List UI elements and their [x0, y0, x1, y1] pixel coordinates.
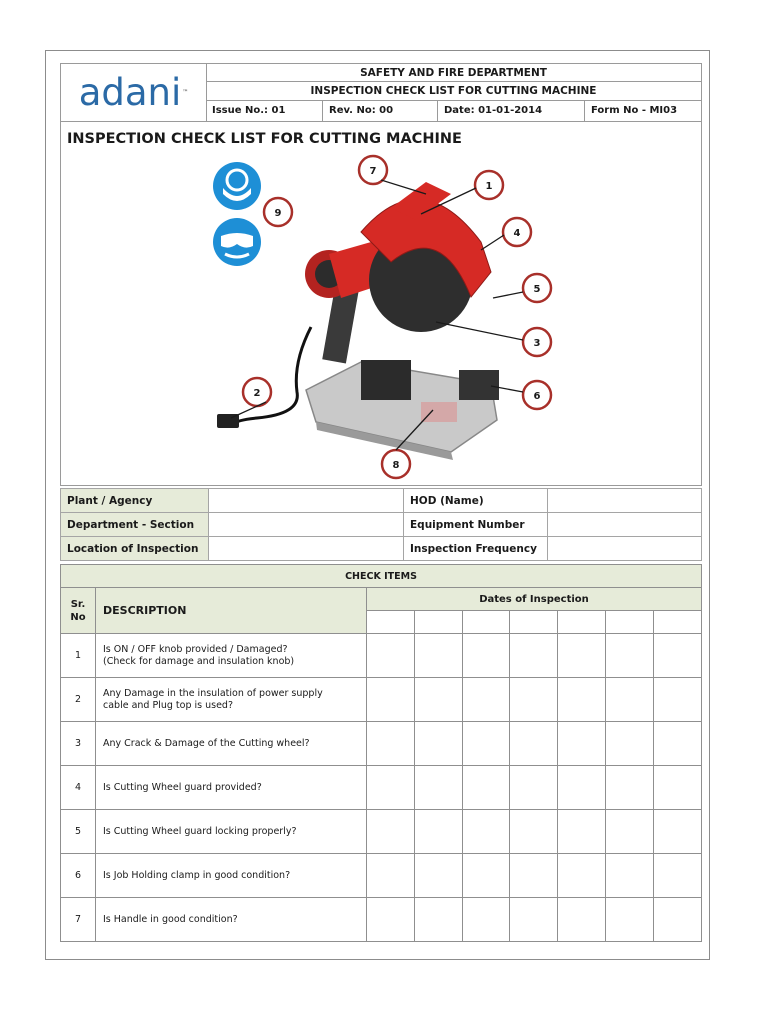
item-description: Is Handle in good condition?: [96, 898, 367, 942]
check-cell[interactable]: [653, 634, 701, 678]
check-cell[interactable]: [367, 898, 415, 942]
callout-2: 2: [253, 388, 261, 399]
date-column-header[interactable]: [606, 611, 654, 634]
callout-8: 8: [392, 460, 400, 471]
check-cell[interactable]: [510, 678, 558, 722]
callout-5: 5: [533, 284, 541, 295]
check-cell[interactable]: [606, 634, 654, 678]
item-description: Any Crack & Damage of the Cutting wheel?: [96, 722, 367, 766]
item-description: Is Cutting Wheel guard locking properly?: [96, 810, 367, 854]
revision-number: Rev. No: 00: [323, 101, 438, 121]
callout-7: 7: [369, 166, 377, 177]
check-cell[interactable]: [653, 678, 701, 722]
check-items-table: [60, 564, 702, 942]
issue-date: Date: 01-01-2014: [438, 101, 585, 121]
dates-of-inspection-header: Dates of Inspection: [367, 588, 702, 611]
check-cell[interactable]: [414, 810, 462, 854]
check-cell[interactable]: [558, 722, 606, 766]
department-section-label: Department - Section: [61, 513, 209, 537]
callout-3: 3: [533, 338, 541, 349]
check-cell[interactable]: [462, 678, 510, 722]
inspection-info-table: [60, 488, 702, 561]
check-cell[interactable]: [606, 898, 654, 942]
item-number: 4: [61, 766, 96, 810]
table-row: [61, 634, 702, 678]
item-number: 1: [61, 634, 96, 678]
inspection-location-field[interactable]: [209, 537, 404, 561]
logo-trademark: ™: [182, 89, 189, 96]
check-cell[interactable]: [510, 634, 558, 678]
adani-logo: [61, 64, 207, 121]
plant-agency-field[interactable]: [209, 489, 404, 513]
check-cell[interactable]: [414, 766, 462, 810]
item-number: 7: [61, 898, 96, 942]
check-cell[interactable]: [606, 854, 654, 898]
item-description: [96, 634, 367, 678]
item-description-line: (Check for damage and insulation knob): [103, 655, 295, 667]
item-description-line: cable and Plug top is used?: [103, 699, 233, 711]
item-number: 5: [61, 810, 96, 854]
check-items-title: CHECK ITEMS: [61, 565, 702, 588]
check-cell[interactable]: [606, 722, 654, 766]
check-cell[interactable]: [558, 810, 606, 854]
check-cell[interactable]: [606, 810, 654, 854]
date-column-header[interactable]: [558, 611, 606, 634]
date-column-header[interactable]: [510, 611, 558, 634]
date-column-header[interactable]: [367, 611, 415, 634]
department-name: SAFETY AND FIRE DEPARTMENT: [206, 64, 701, 82]
table-row: [61, 678, 702, 722]
equipment-number-field[interactable]: [548, 513, 702, 537]
check-cell[interactable]: [414, 854, 462, 898]
check-cell[interactable]: [558, 766, 606, 810]
check-cell[interactable]: [367, 766, 415, 810]
check-cell[interactable]: [558, 898, 606, 942]
date-column-header[interactable]: [653, 611, 701, 634]
check-cell[interactable]: [558, 854, 606, 898]
check-cell[interactable]: [510, 854, 558, 898]
check-cell[interactable]: [653, 722, 701, 766]
check-cell[interactable]: [653, 766, 701, 810]
cutting-machine-diagram: [61, 122, 701, 484]
form-meta-row: [206, 101, 701, 121]
safety-goggles-icon: [213, 218, 261, 266]
check-cell[interactable]: [367, 810, 415, 854]
callout-4: 4: [513, 228, 521, 239]
sr-no-header: Sr. No: [61, 588, 96, 634]
check-cell[interactable]: [414, 898, 462, 942]
hod-name-field[interactable]: [548, 489, 702, 513]
check-cell[interactable]: [653, 898, 701, 942]
check-cell[interactable]: [367, 678, 415, 722]
callout-9: 9: [274, 208, 282, 219]
check-cell[interactable]: [462, 854, 510, 898]
date-column-header[interactable]: [414, 611, 462, 634]
table-row: [61, 722, 702, 766]
inspection-frequency-field[interactable]: [548, 537, 702, 561]
check-cell[interactable]: [653, 854, 701, 898]
check-cell[interactable]: [558, 678, 606, 722]
check-cell[interactable]: [462, 634, 510, 678]
check-cell[interactable]: [367, 722, 415, 766]
check-cell[interactable]: [558, 634, 606, 678]
check-cell[interactable]: [367, 854, 415, 898]
table-row: [61, 854, 702, 898]
check-cell[interactable]: [414, 634, 462, 678]
form-header: [60, 63, 702, 122]
item-description-line: Is ON / OFF knob provided / Damaged?: [103, 643, 288, 655]
table-row: [61, 810, 702, 854]
item-number: 6: [61, 854, 96, 898]
check-cell[interactable]: [510, 766, 558, 810]
inspection-location-label: Location of Inspection: [61, 537, 209, 561]
check-cell[interactable]: [462, 722, 510, 766]
check-cell[interactable]: [414, 678, 462, 722]
check-cell[interactable]: [510, 810, 558, 854]
check-cell[interactable]: [462, 898, 510, 942]
logo-text: adani: [78, 71, 182, 114]
item-number: 3: [61, 722, 96, 766]
check-cell[interactable]: [510, 898, 558, 942]
callout-6: 6: [533, 391, 541, 402]
face-mask-icon: [213, 162, 261, 210]
check-cell[interactable]: [606, 766, 654, 810]
check-cell[interactable]: [653, 810, 701, 854]
description-header: DESCRIPTION: [96, 588, 367, 634]
item-description: Is Cutting Wheel guard provided?: [96, 766, 367, 810]
item-number: 2: [61, 678, 96, 722]
check-cell[interactable]: [462, 766, 510, 810]
table-row: [61, 898, 702, 942]
check-cell[interactable]: [462, 810, 510, 854]
equipment-number-label: Equipment Number: [404, 513, 548, 537]
page-title: INSPECTION CHECK LIST FOR CUTTING MACHINE: [67, 131, 462, 147]
item-description-line: Any Damage in the insulation of power supply: [103, 687, 323, 699]
inspection-frequency-label: Inspection Frequency: [404, 537, 548, 561]
item-description: [96, 678, 367, 722]
machine-illustration-panel: [60, 122, 702, 486]
table-row: [61, 766, 702, 810]
hod-name-label: HOD (Name): [404, 489, 548, 513]
check-cell[interactable]: [414, 722, 462, 766]
department-section-field[interactable]: [209, 513, 404, 537]
check-cell[interactable]: [367, 634, 415, 678]
check-cell[interactable]: [510, 722, 558, 766]
form-title: INSPECTION CHECK LIST FOR CUTTING MACHINE: [206, 82, 701, 101]
check-cell[interactable]: [606, 678, 654, 722]
item-description: Is Job Holding clamp in good condition?: [96, 854, 367, 898]
date-column-header[interactable]: [462, 611, 510, 634]
callout-1: 1: [485, 181, 493, 192]
form-number: Form No - MI03: [591, 105, 678, 116]
plant-agency-label: Plant / Agency: [61, 489, 209, 513]
issue-number: Issue No.: 01: [206, 101, 323, 121]
